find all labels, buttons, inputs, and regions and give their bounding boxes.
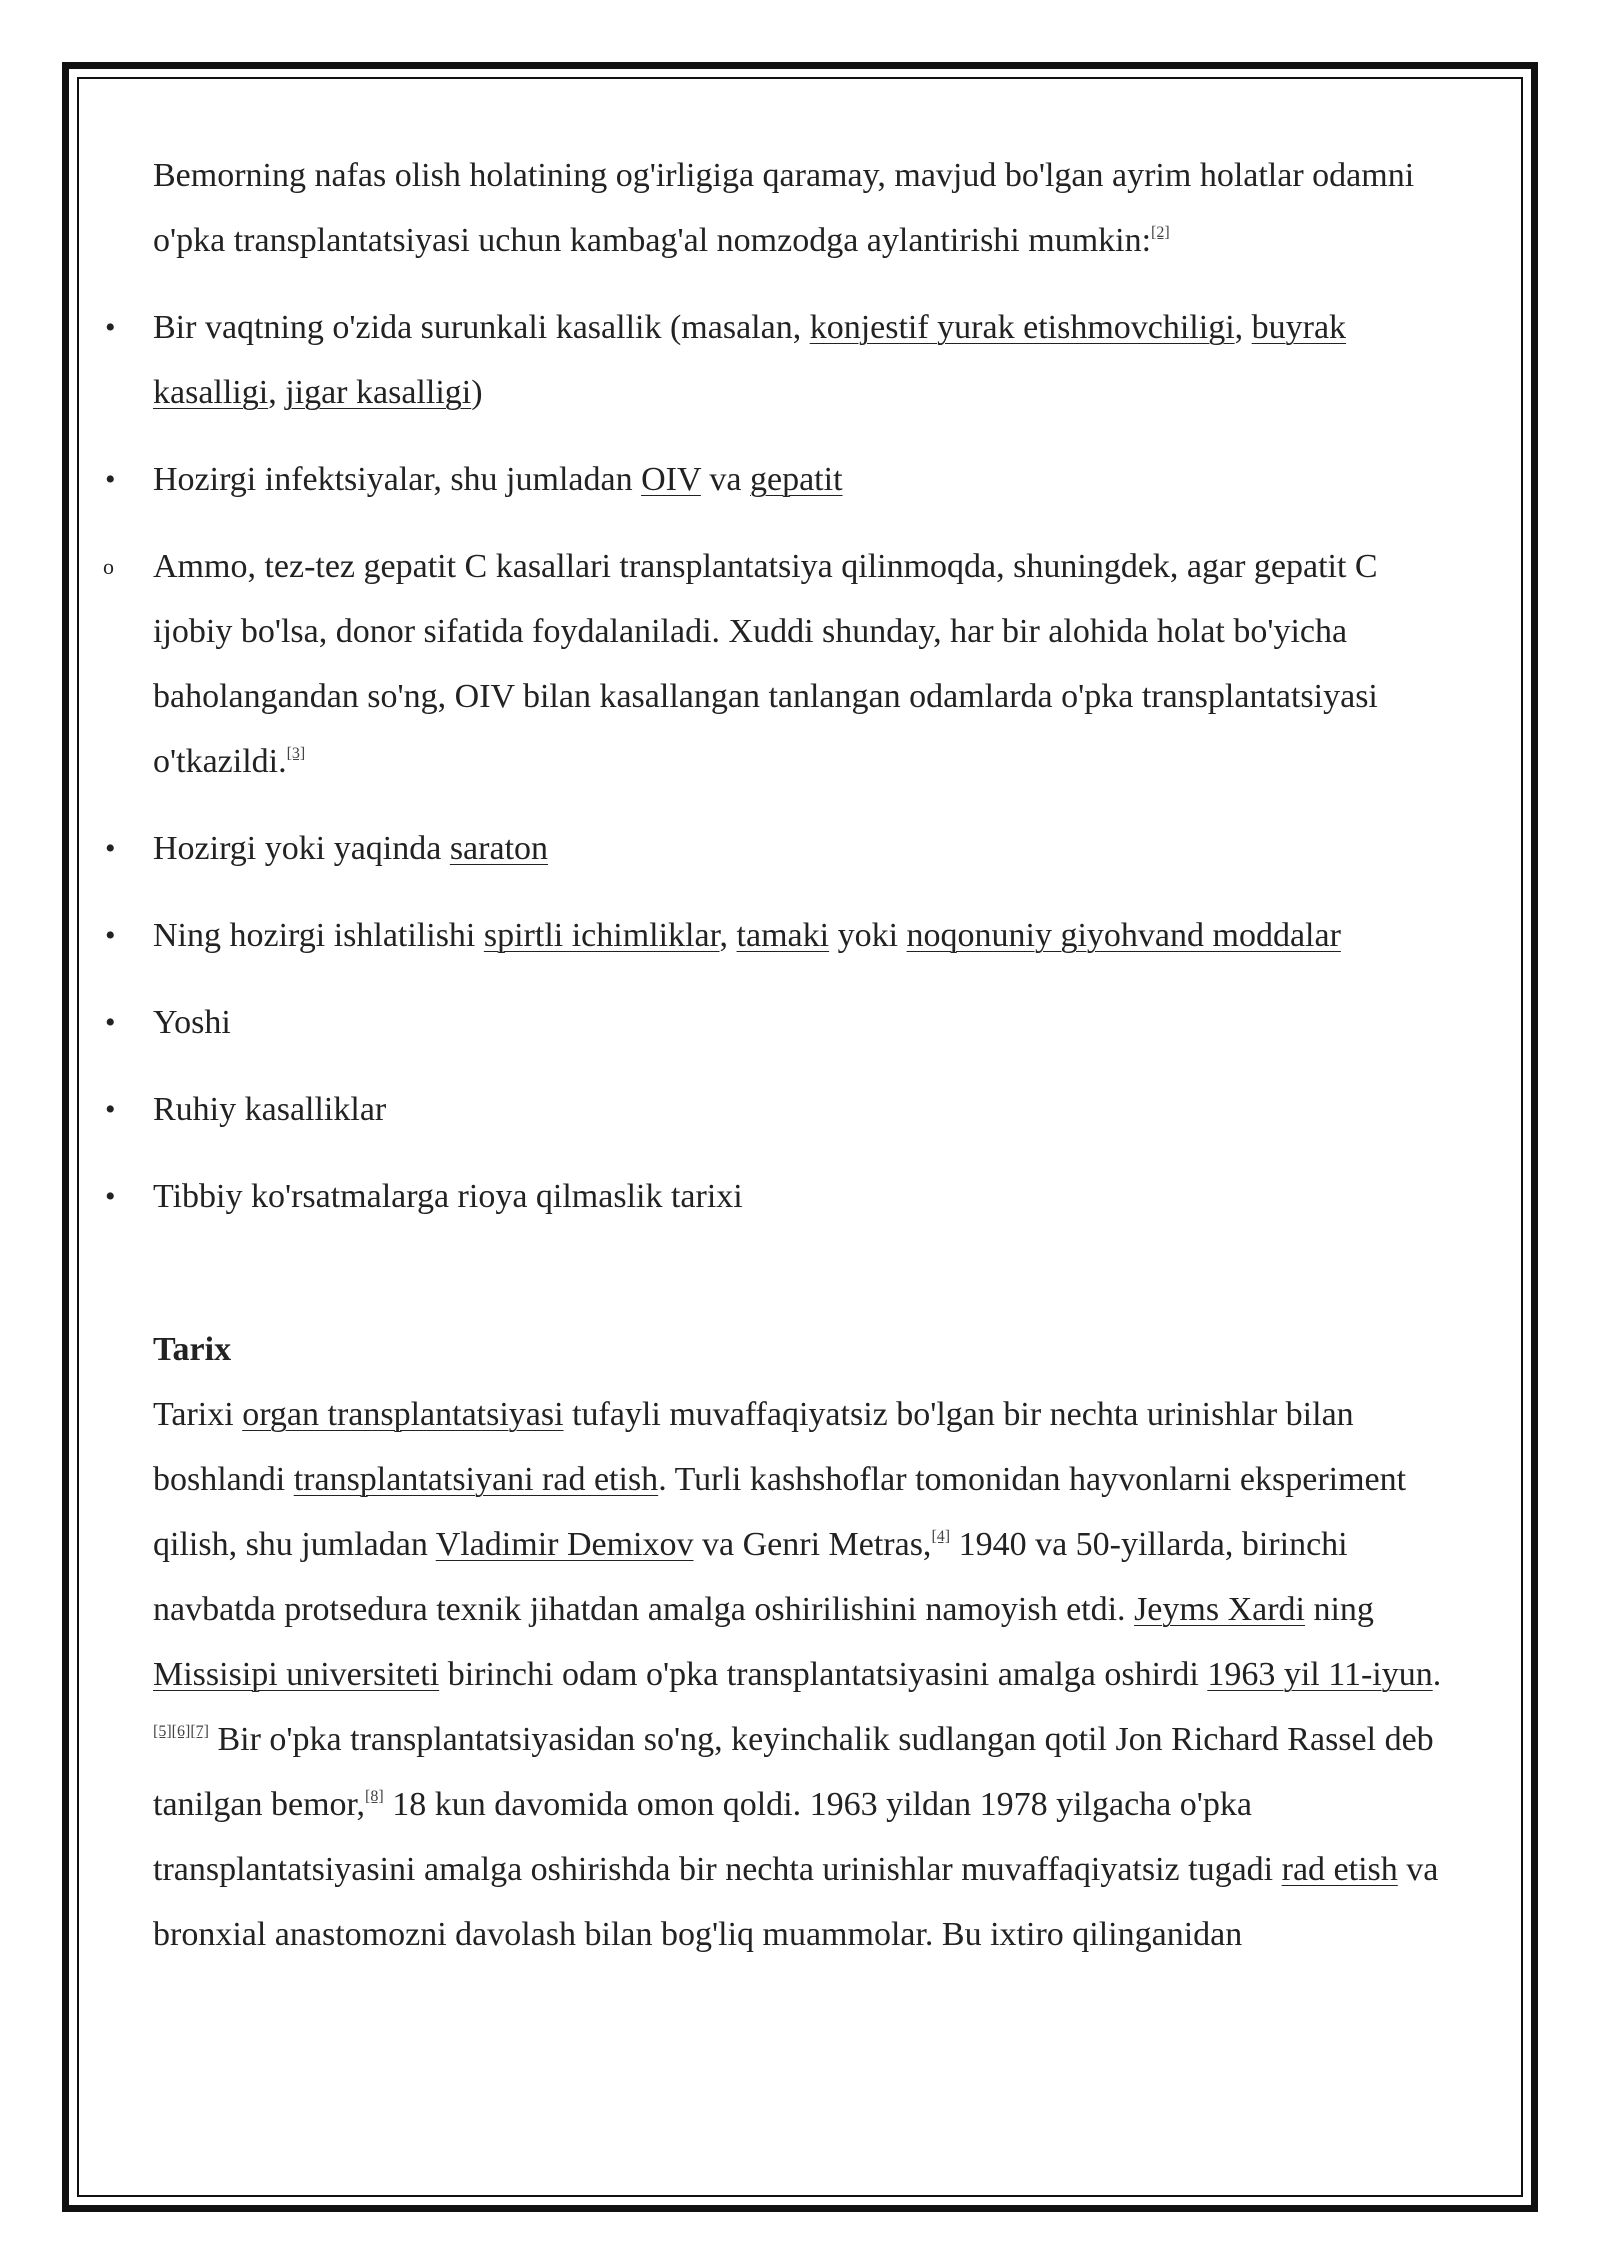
link-buyrak-kasalligi[interactable]: buyrak kasalligi	[153, 309, 1347, 411]
bullet-marker: •	[105, 919, 116, 952]
bullet-marker: •	[105, 1093, 116, 1126]
item-text: yoki	[829, 917, 907, 954]
list-item	[105, 295, 1453, 425]
body-text: ning	[1304, 1591, 1374, 1628]
item-text: Ruhiy kasalliklar	[153, 1091, 387, 1128]
item-text: ,	[719, 917, 737, 954]
link-1963-yil-11-iyun[interactable]: 1963 yil 11-iyun	[1207, 1656, 1433, 1693]
list-item	[105, 990, 1453, 1055]
section-heading: Tarix	[153, 1331, 232, 1368]
item-text: Bir vaqtning o'zida surunkali kasallik (masalan,	[153, 309, 810, 346]
body-text: .	[1432, 1656, 1442, 1693]
sub-bullet-marker: o	[103, 554, 114, 579]
item-text: va	[700, 461, 750, 498]
list-item	[105, 1164, 1453, 1229]
body-text: tufayli muvaffaqiyatsiz bo'lgan bir nechta urinishlar bilan boshlandi	[153, 1396, 1354, 1498]
item-text: Ning hozirgi ishlatilishi	[153, 917, 484, 954]
item-text: Hozirgi yoki yaqinda	[153, 830, 450, 867]
item-text: Ammo, tez-tez gepatit C kasallari transplantatsiya qilinmoqda, shuningdek, agar gepatit C ijobiy bo'lsa, donor sifatida foydalaniladi. Xuddi shunday, har bir alohida holat bo'yicha baholangandan so'ng, OIV bilan kasallangan tanlangan odamlarda o'pka transplantatsiyasi o'tkazildi.	[153, 548, 1378, 780]
history-paragraph	[153, 1382, 1453, 1967]
list-item	[105, 816, 1453, 881]
citation-ref[interactable]: [4]	[931, 1528, 951, 1545]
bullet-marker: •	[105, 1180, 116, 1213]
body-text: 18 kun davomida omon qoldi. 1963 yildan 1978 yilgacha o'pka transplantatsiyasini amalga oshirishda bir nechta urinishlar muvaffaqiyatsiz tugadi	[153, 1786, 1282, 1888]
link-konjestif-yurak[interactable]: konjestif yurak etishmovchiligi	[809, 309, 1235, 346]
exclusion-list	[103, 295, 1453, 1229]
link-saraton[interactable]: saraton	[449, 830, 549, 867]
list-item	[105, 903, 1453, 968]
body-text: Tarixi	[153, 1396, 243, 1433]
body-text: va Genri Metras,	[693, 1526, 932, 1563]
intro-paragraph	[153, 143, 1453, 273]
item-text: Tibbiy ko'rsatmalarga rioya qilmaslik tarixi	[153, 1178, 743, 1215]
link-missisipi-universiteti[interactable]: Missisipi universiteti	[153, 1656, 440, 1693]
link-jeyms-xardi[interactable]: Jeyms Xardi	[1134, 1591, 1305, 1628]
list-item	[103, 534, 1453, 794]
bullet-marker: •	[105, 463, 116, 496]
body-text: 1940 va 50-yillarda, birinchi navbatda protsedura texnik jihatdan amalga oshirilishini namoyish etdi.	[153, 1526, 1348, 1628]
bullet-marker: •	[105, 1006, 116, 1039]
intro-text: Bemorning nafas olish holatining og'irligiga qaramay, mavjud bo'lgan ayrim holatlar odamni o'pka transplantatsiyasi uchun kambag'al nomzodga aylantirishi mumkin:	[153, 157, 1415, 259]
link-tamaki[interactable]: tamaki	[736, 917, 830, 954]
citation-ref[interactable]: [8]	[365, 1788, 384, 1805]
body-text: birinchi odam o'pka transplantatsiyasini amalga oshirdi	[439, 1656, 1208, 1693]
list-item	[105, 447, 1453, 512]
link-organ-transplantatsiyasi[interactable]: organ transplantatsiyasi	[242, 1396, 564, 1433]
body-text: va bronxial anastomozni davolash bilan bog'liq muammolar. Bu ixtiro qilinganidan	[153, 1851, 1439, 1953]
body-text: Bir o'pka transplantatsiyasidan so'ng, keyinchalik sudlangan qotil Jon Richard Rassel deb tanilgan bemor,	[153, 1721, 1434, 1823]
link-oiv[interactable]: OIV	[641, 461, 701, 498]
link-vladimir-demixov[interactable]: Vladimir Demixov	[435, 1526, 694, 1563]
link-transplantatsiyani-rad-etish[interactable]: transplantatsiyani rad etish	[293, 1461, 659, 1498]
citation-ref[interactable]: [3]	[286, 745, 306, 762]
item-text: Yoshi	[153, 1004, 231, 1041]
link-gepatit[interactable]: gepatit	[750, 461, 843, 498]
citation-ref[interactable]: [2]	[1151, 224, 1170, 241]
body-text: . Turli kashshoflar tomonidan hayvonlarni eksperiment qilish, shu jumladan	[153, 1461, 1407, 1563]
document-content	[103, 143, 1453, 1967]
item-text: ,	[1234, 309, 1252, 346]
bullet-marker: •	[105, 832, 116, 865]
link-rad-etish[interactable]: rad etish	[1281, 1851, 1398, 1888]
link-jigar-kasalligi[interactable]: jigar kasalligi	[285, 374, 472, 411]
item-text: )	[471, 374, 483, 411]
bullet-marker: •	[105, 311, 116, 344]
list-item	[105, 1077, 1453, 1142]
citation-ref[interactable]: [5][6][7]	[153, 1723, 209, 1740]
link-noqonuniy-giyohvand[interactable]: noqonuniy giyohvand moddalar	[906, 917, 1341, 954]
link-spirtli-ichimliklar[interactable]: spirtli ichimliklar	[483, 917, 720, 954]
item-text: ,	[268, 374, 286, 411]
item-text: Hozirgi infektsiyalar, shu jumladan	[153, 461, 642, 498]
